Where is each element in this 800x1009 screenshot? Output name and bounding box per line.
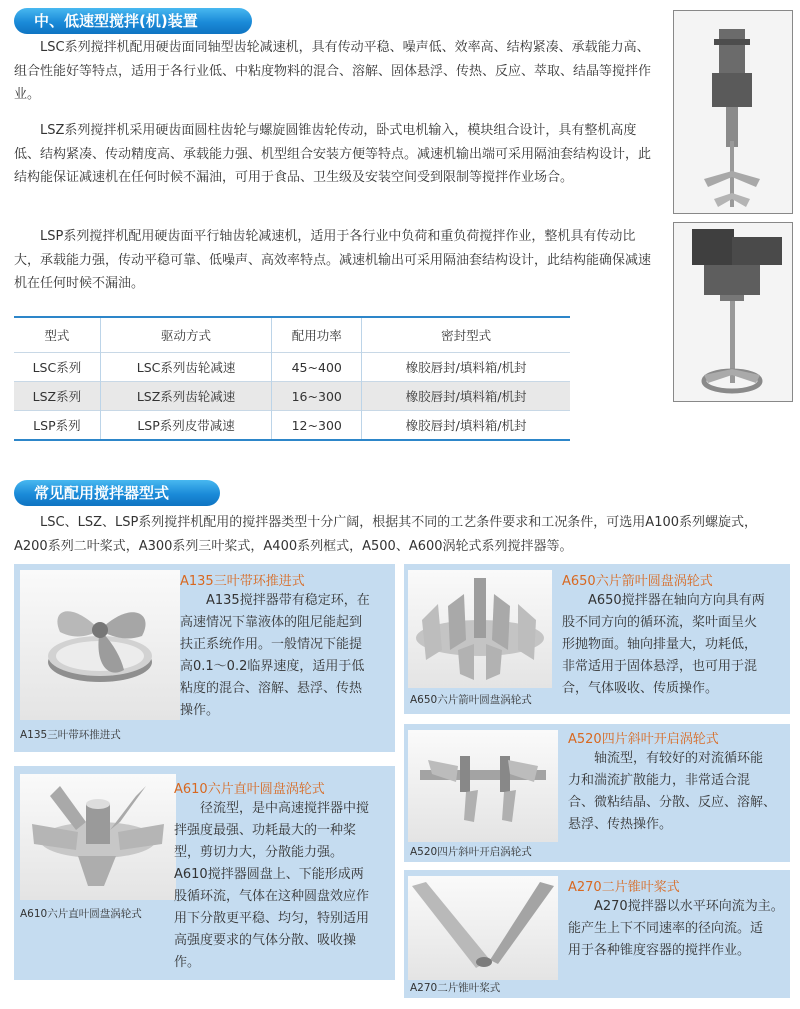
text-a135-line: 操作。 (180, 703, 220, 718)
text-a135-line: 高速情况下靠液体的阻尼能起到 (180, 615, 363, 630)
impeller-photo-a520 (408, 730, 558, 842)
cell-seal: 橡胶唇封/填料箱/机封 (362, 382, 570, 411)
text-a135-line: 高0.1～0.2临界速度，适用于低 (180, 659, 365, 674)
caption-a650: A650六片箭叶圆盘涡轮式 (410, 694, 532, 706)
text-a135-line: 扶正系统作用。一般情况下能提 (180, 637, 363, 652)
text-a610-line: 型，剪切力大，分散能力强。 (174, 845, 344, 860)
text-a135-line: 粘度的混合、溶解、悬浮、传热 (180, 681, 363, 696)
caption-a135: A135三叶带环推进式 (20, 729, 121, 741)
section-title-mixers: 中、低速型搅拌(机)装置 (14, 8, 252, 34)
col-header-drive: 驱动方式 (100, 317, 272, 353)
text-a520-line: 轴流型，有较好的对流循环能 (594, 751, 764, 766)
table-row (14, 411, 570, 441)
paragraph-lsc: LSC系列搅拌机配用硬齿面同轴型齿轮减速机，具有传动平稳、噪声低、效率高、结构紧凑、承载能力高、组合性能好等特点，适用于各行业低、中粘度物料的混合、溶解、固体悬浮、传热、反应、萃取、结晶等搅拌作业。 (14, 40, 652, 102)
cell-power: 45~400 (272, 353, 362, 382)
text-a610-line: 股循环流，气体在这种圆盘效应作 (174, 889, 370, 904)
cell-power: 16~300 (272, 382, 362, 411)
text-a520-line: 力和湍流扩散能力，非常适合混 (568, 773, 751, 788)
caption-a270: A270二片锥叶桨式 (410, 982, 501, 994)
text-a650-line: 形抛物面。轴向排量大，功耗低， (562, 637, 758, 652)
section-title-impellers: 常见配用搅拌器型式 (14, 480, 220, 506)
col-header-seal: 密封型式 (362, 317, 570, 353)
box-a610 (14, 766, 395, 980)
col-header-type: 型式 (14, 317, 100, 353)
paragraph-impeller-intro: LSC、LSZ、LSP系列搅拌机配用的搅拌器类型十分广阔，根据其不同的工艺条件要求和工况条件，可选用A100系列螺旋式，A200系列二叶桨式，A300系列三叶桨式，A400系列框式，A500、A600涡轮式系列搅拌器等。 (14, 515, 758, 554)
cell-type: LSC系列 (14, 353, 100, 382)
box-a135 (14, 564, 395, 752)
cell-seal: 橡胶唇封/填料箱/机封 (362, 353, 570, 382)
text-a610-line: 拌强度最强、功耗最大的一种桨 (174, 823, 357, 838)
title-a650: A650六片箭叶圆盘涡轮式 (562, 574, 713, 589)
box-a650 (404, 564, 790, 714)
cell-drive: LSP系列皮带减速 (100, 411, 272, 441)
spec-table (14, 316, 570, 441)
col-header-power: 配用功率 (272, 317, 362, 353)
box-a270 (404, 870, 790, 998)
text-a650-line: 股不同方向的循环流，桨叶面呈火 (562, 615, 758, 630)
cell-drive: LSZ系列齿轮减速 (100, 382, 272, 411)
text-a270-line: A270搅拌器以水平环向流为主。 (594, 899, 784, 914)
impeller-photo-a270 (408, 876, 558, 980)
text-a650-line: 非常适用于固体悬浮，也可用于混 (562, 659, 758, 674)
text-a520-line: 悬浮、传热操作。 (568, 817, 673, 832)
text-a270-line: 用于各种锥度容器的搅拌作业。 (568, 943, 751, 958)
mixer-photo-vertical (673, 10, 793, 214)
text-a270-line: 能产生上下不同速率的径向流。适 (568, 921, 764, 936)
cell-type: LSZ系列 (14, 382, 100, 411)
impeller-photo-a610 (20, 774, 176, 900)
table-row (14, 353, 570, 382)
cell-drive: LSC系列齿轮减速 (100, 353, 272, 382)
cell-seal: 橡胶唇封/填料箱/机封 (362, 411, 570, 441)
caption-a520: A520四片斜叶开启涡轮式 (410, 846, 532, 858)
caption-a610: A610六片直叶圆盘涡轮式 (20, 908, 142, 920)
text-a610-line: 径流型，是中高速搅拌器中搅 (200, 801, 370, 816)
title-a135: A135三叶带环推进式 (180, 574, 305, 589)
paragraph-lsz: LSZ系列搅拌机采用硬齿面圆柱齿轮与螺旋圆锥齿轮传动，卧式电机输入，模块组合设计，具有整机高度低、结构紧凑、传动精度高、承载能力强、机型组合安装方便等特点。减速机输出端可采用隔油套结构设计，此结构能保证减速机在任何时候不漏油，可用于食品、卫生级及安装空间受到限制等搅拌作业场合。 (14, 123, 652, 185)
impeller-photo-a650 (408, 570, 552, 688)
text-a650-line: 合，气体吸收、传质操作。 (562, 681, 719, 696)
text-a650-line: A650搅拌器在轴向方向具有两 (588, 593, 765, 608)
cell-power: 12~300 (272, 411, 362, 441)
title-a270: A270二片锥叶桨式 (568, 880, 680, 895)
text-a520-line: 合、微粘结晶、分散、反应、溶解、 (568, 795, 777, 810)
box-a520 (404, 724, 790, 862)
text-a610-line: 用下分散更平稳、均匀，特别适用 (174, 911, 370, 926)
cell-type: LSP系列 (14, 411, 100, 441)
text-a610-line: A610搅拌器圆盘上、下能形成两 (174, 867, 364, 882)
text-a610-line: 作。 (174, 955, 201, 970)
paragraph-lsp: LSP系列搅拌机配用硬齿面平行轴齿轮减速机，适用于各行业中负荷和重负荷搅拌作业，整机具有传动比大，承载能力强，传动平稳可靠、低噪声、高效率特点。减速机输出可采用隔油套结构设计，此结构能确保减速机在任何时候不漏油。 (14, 229, 652, 291)
text-a610-line: 高强度要求的气体分散、吸收操 (174, 933, 357, 948)
title-a520: A520四片斜叶开启涡轮式 (568, 732, 719, 747)
spec-table-header (14, 317, 570, 353)
title-a610: A610六片直叶圆盘涡轮式 (174, 782, 325, 797)
impeller-photo-a135 (20, 570, 180, 720)
mixer-photo-lsp (673, 222, 793, 402)
table-row (14, 382, 570, 411)
text-a135-line: A135搅拌器带有稳定环，在 (206, 593, 370, 608)
